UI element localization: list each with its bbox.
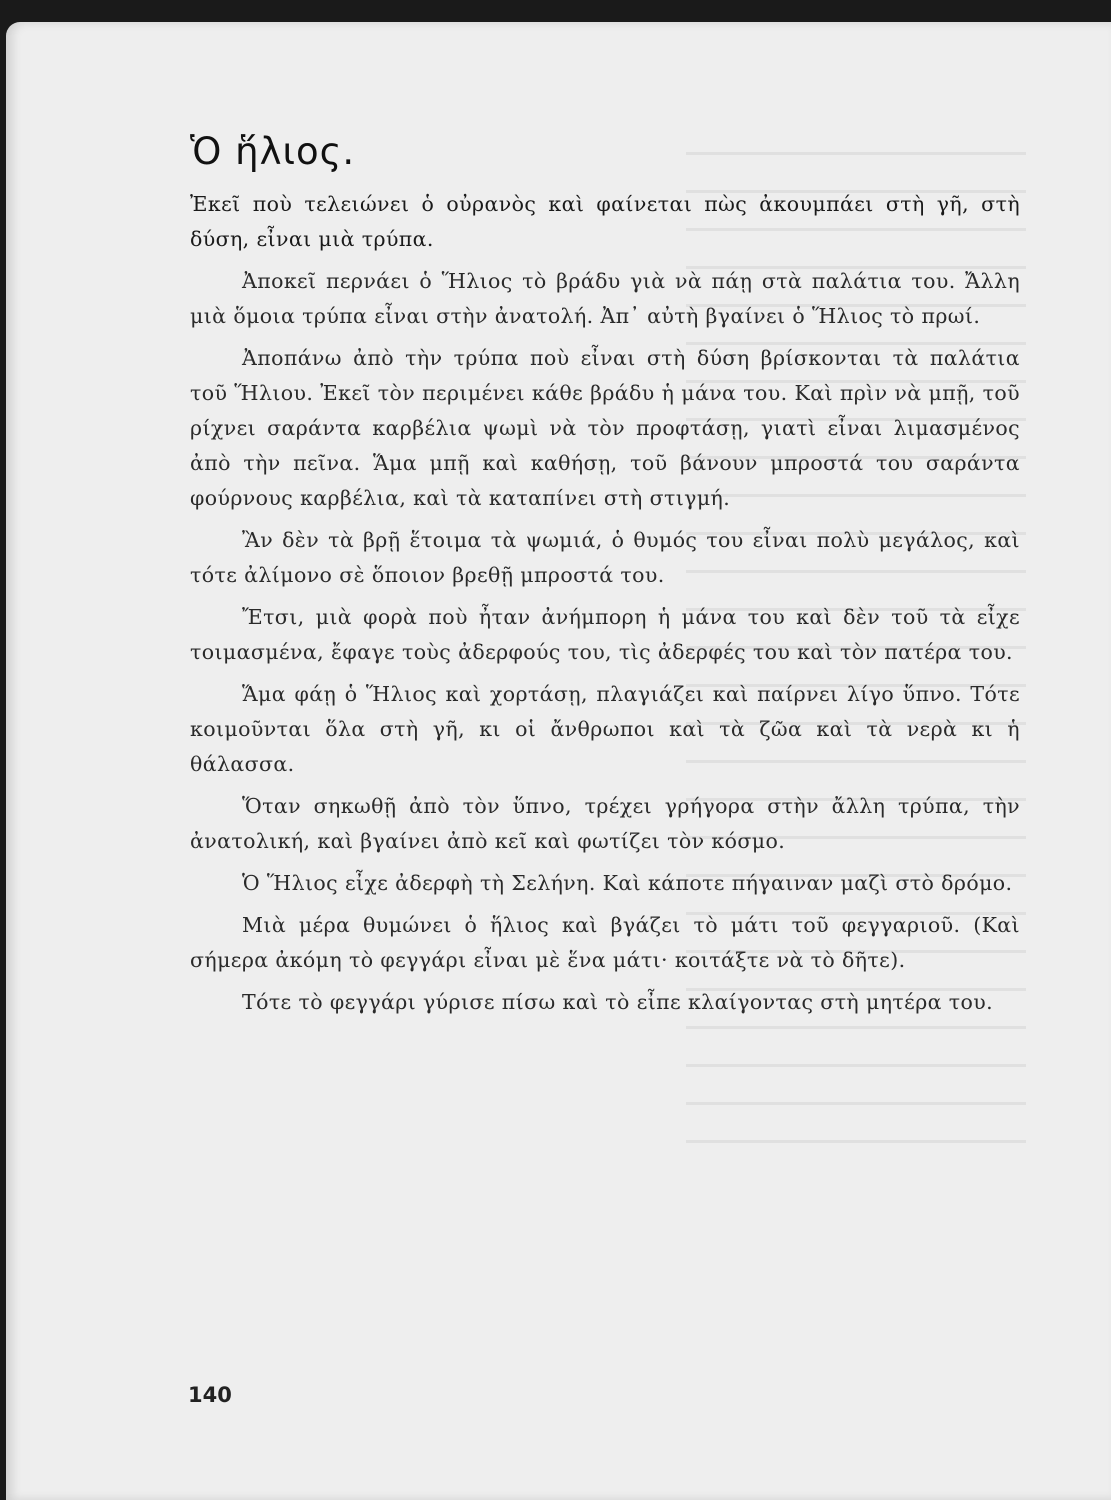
paragraph-4: Ἂν δὲν τὰ βρῇ ἕτοιμα τὰ ψωμιά, ὁ θυμός του εἶναι πολὺ μεγάλος, καὶ τότε ἀλίμονο σὲ ὅποιον βρεθῇ μπροστά του. — [190, 528, 1020, 587]
paragraph-8: Ὁ Ἥλιος εἶχε ἀδερφὴ τὴ Σελήνη. Καὶ κάποτε πήγαιναν μαζὶ στὸ δρόμο. — [242, 871, 1013, 895]
page-content — [190, 125, 1020, 1027]
paragraph-5: Ἔτσι, μιὰ φορὰ ποὺ ἦταν ἀνήμπορη ἡ μάνα του καὶ δὲν τοῦ τὰ εἶχε τοιμασμένα, ἔφαγε τοὺς ἀδερφούς του, τὶς ἀδερφές του καὶ τὸν πατέρα του. — [190, 605, 1020, 664]
page-number: 140 — [188, 1383, 232, 1407]
chapter-title: Ὁ ἥλιος. — [190, 130, 356, 173]
paragraph-9: Μιὰ μέρα θυμώνει ὁ ἥλιος καὶ βγάζει τὸ μάτι τοῦ φεγγαριοῦ. (Καὶ σήμερα ἀκόμη τὸ φεγγάρι εἶναι μὲ ἕνα μάτι· κοιτάξτε νὰ τὸ δῆτε). — [190, 913, 1020, 972]
paragraph-2: Ἀποκεῖ περνάει ὁ Ἥλιος τὸ βράδυ γιὰ νὰ πάῃ στὰ παλάτια του. Ἄλλη μιὰ ὅμοια τρύπα εἶναι στὴν ἀνατολή. Ἀπ᾿ αὐτὴ βγαίνει ὁ Ἥλιος τὸ πρωί. — [190, 269, 1020, 328]
paragraph-1: Ἐκεῖ ποὺ τελειώνει ὁ οὐρανὸς καὶ φαίνεται πὼς ἀκουμπάει στὴ γῆ, στὴ δύση, εἶναι μιὰ τρύπα. — [190, 192, 1020, 251]
paragraph-3: Ἀποπάνω ἀπὸ τὴν τρύπα ποὺ εἶναι στὴ δύση βρίσκονται τὰ παλάτια τοῦ Ἥλιου. Ἐκεῖ τὸν περιμένει κάθε βράδυ ἡ μάνα του. Καὶ πρὶν νὰ μπῇ, τοῦ ρίχνει σαράντα καρβέλια ψωμὶ νὰ τὸν προφτάσῃ, γιατὶ εἶναι λιμασμένος ἀπὸ τὴν πεῖνα. Ἅμα μπῇ καὶ καθήσῃ, τοῦ βάνουν μπροστά του σαράντα φούρνους καρβέλια, καὶ τὰ καταπίνει στὴ στιγμή. — [190, 346, 1020, 510]
paragraph-7: Ὅταν σηκωθῇ ἀπὸ τὸν ὕπνο, τρέχει γρήγορα στὴν ἄλλη τρύπα, τὴν ἀνατολική, καὶ βγαίνει ἀπὸ κεῖ καὶ φωτίζει τὸν κόσμο. — [190, 794, 1020, 853]
paragraph-6: Ἅμα φάῃ ὁ Ἥλιος καὶ χορτάσῃ, πλαγιάζει καὶ παίρνει λίγο ὕπνο. Τότε κοιμοῦνται ὅλα στὴ γῆ, κι οἱ ἄνθρωποι καὶ τὰ ζῶα καὶ τὰ νερὰ κι ἡ θάλασσα. — [190, 682, 1020, 776]
paragraph-10: Τότε τὸ φεγγάρι γύρισε πίσω καὶ τὸ εἶπε κλαίγοντας στὴ μητέρα του. — [242, 990, 994, 1014]
